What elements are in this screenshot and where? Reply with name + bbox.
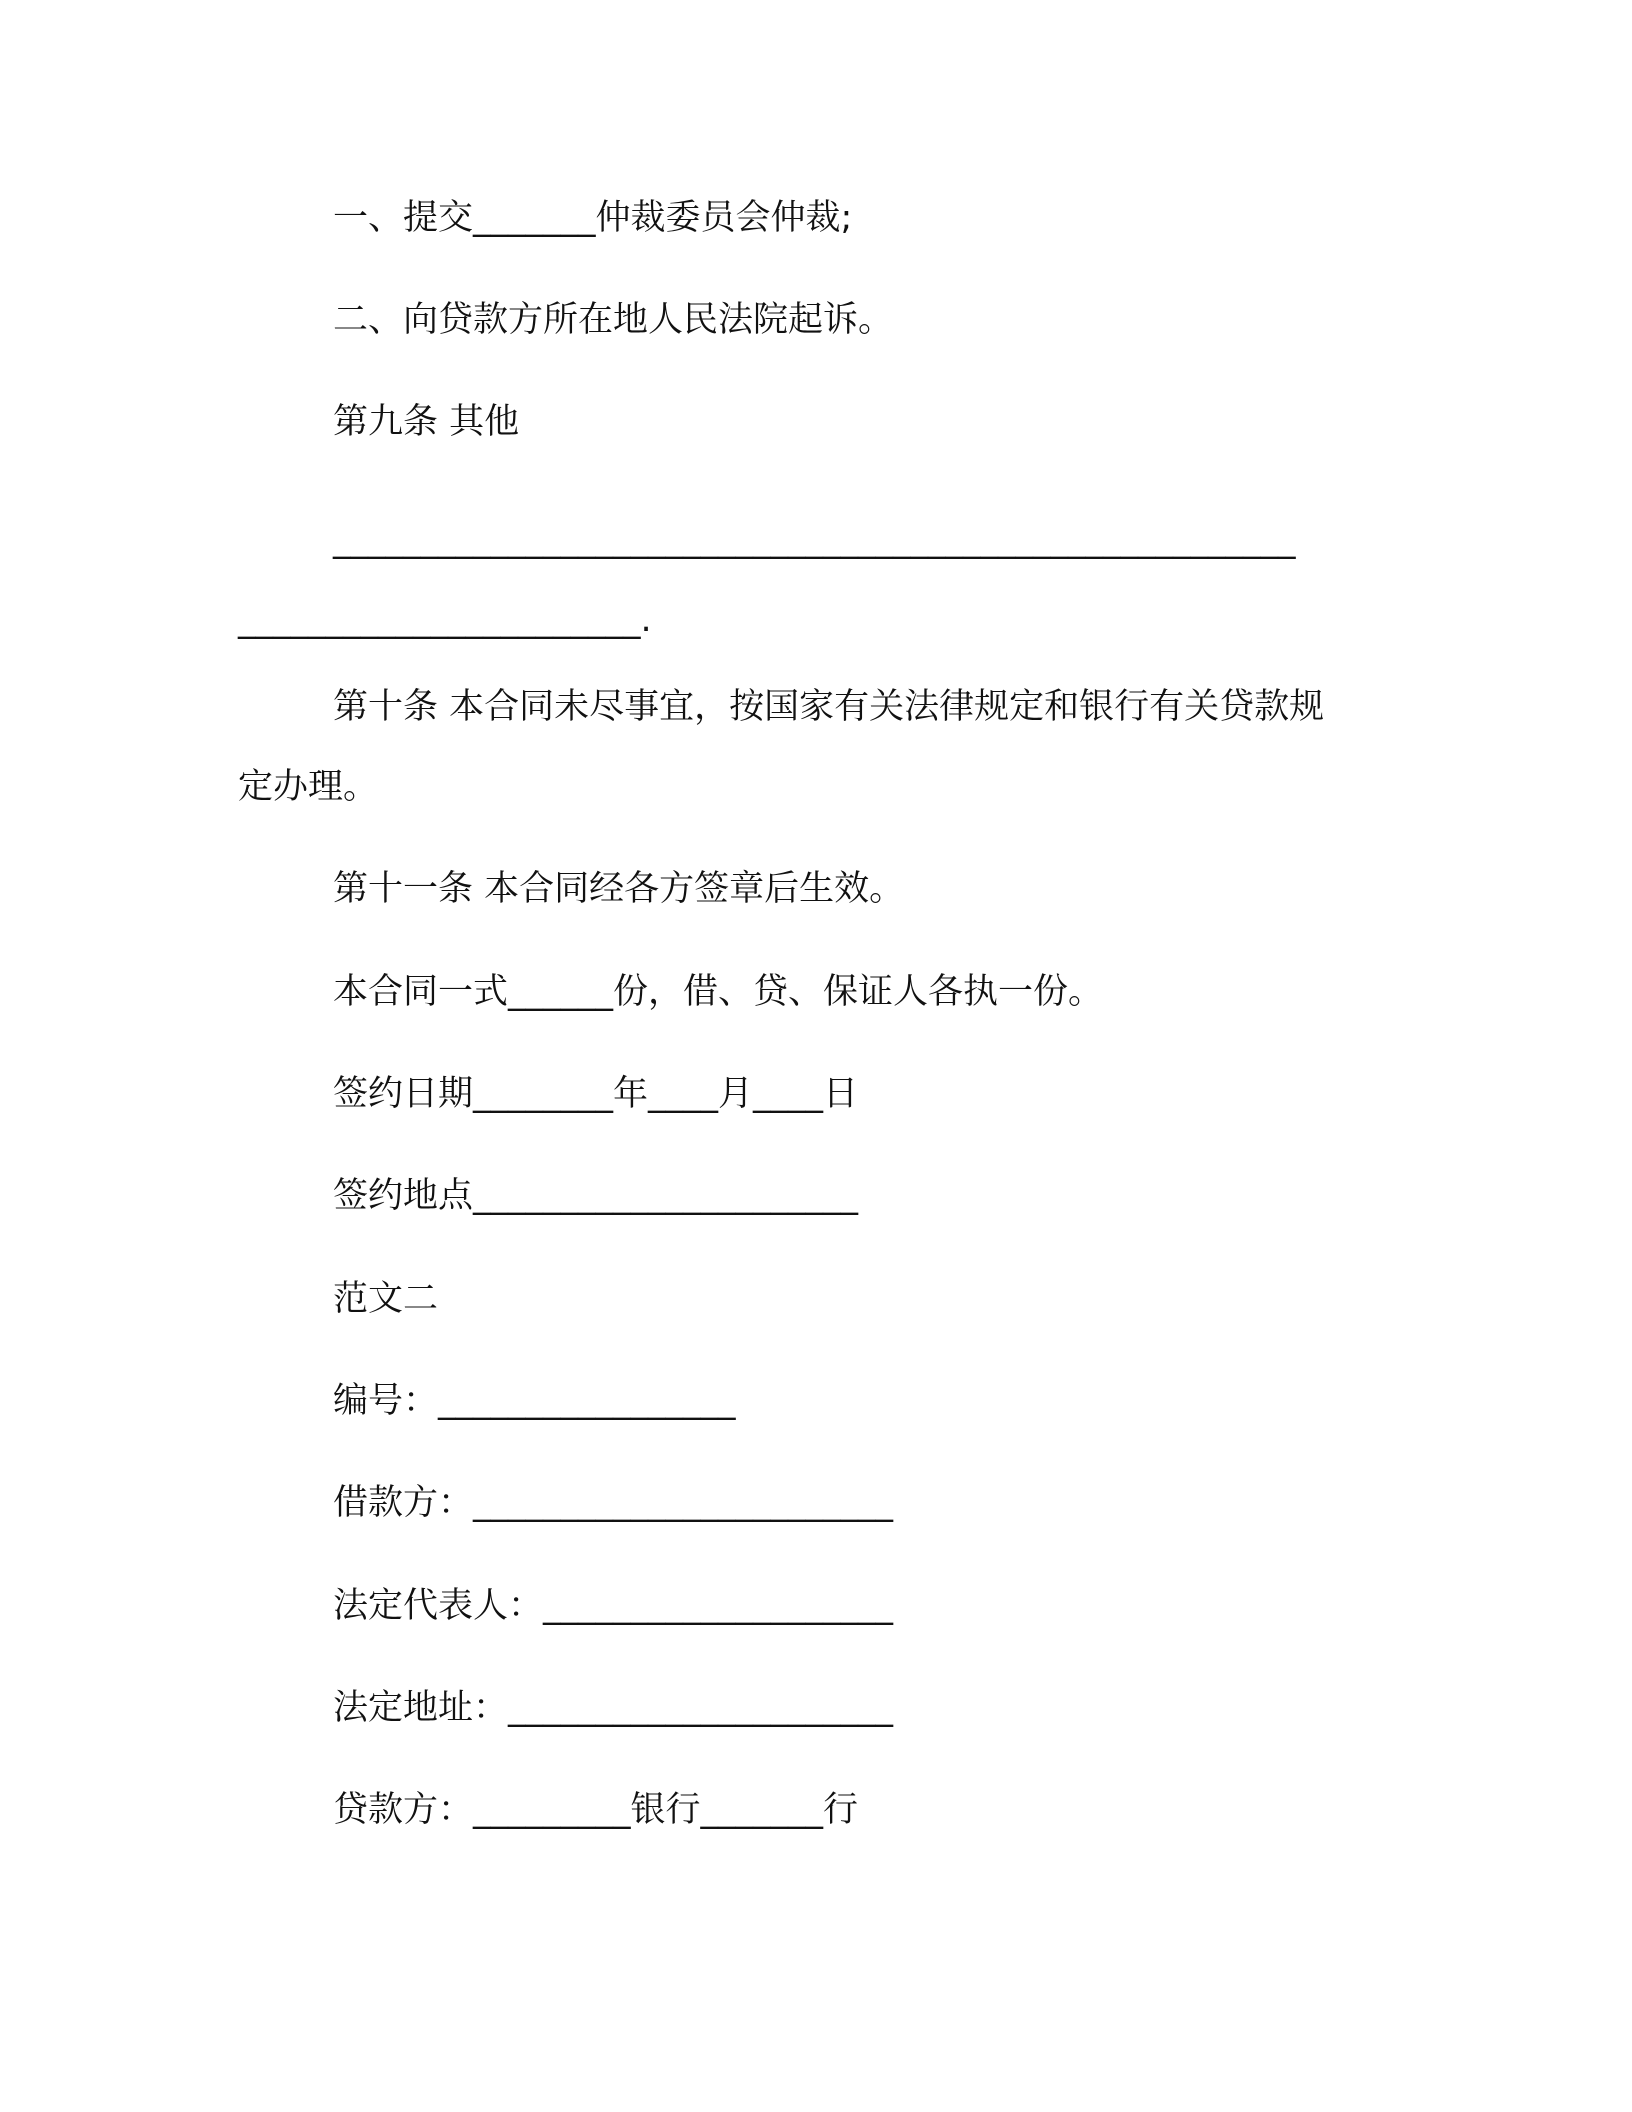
legal-address-field: 法定地址：______________________ [333,1688,894,1728]
signing-place: 签约地点______________________ [333,1176,859,1216]
article-nine-blank-line-1: _______________________________________________________ [333,520,1296,560]
clause-arbitration: 一、提交_______仲裁委员会仲裁; [333,198,853,238]
number-field: 编号：_________________ [333,1381,736,1421]
article-ten-line-1: 第十条 本合同未尽事宜，按国家有关法律规定和银行有关贷款规 [333,687,1325,727]
sample-two-heading: 范文二 [333,1279,439,1319]
article-ten-line-2: 定办理。 [238,767,379,807]
lender-field: 贷款方：_________银行_______行 [333,1790,859,1830]
article-eleven: 第十一条 本合同经各方签章后生效。 [333,869,905,909]
article-nine-blank-line-2: _______________________. [238,600,652,640]
clause-court: 二、向贷款方所在地人民法院起诉。 [333,300,894,340]
copies-clause: 本合同一式______份，借、贷、保证人各执一份。 [333,972,1104,1012]
signing-date: 签约日期________年____月____日 [333,1074,859,1114]
legal-representative-field: 法定代表人：____________________ [333,1586,894,1626]
article-nine-heading: 第九条 其他 [333,402,520,442]
borrower-field: 借款方：________________________ [333,1483,894,1523]
